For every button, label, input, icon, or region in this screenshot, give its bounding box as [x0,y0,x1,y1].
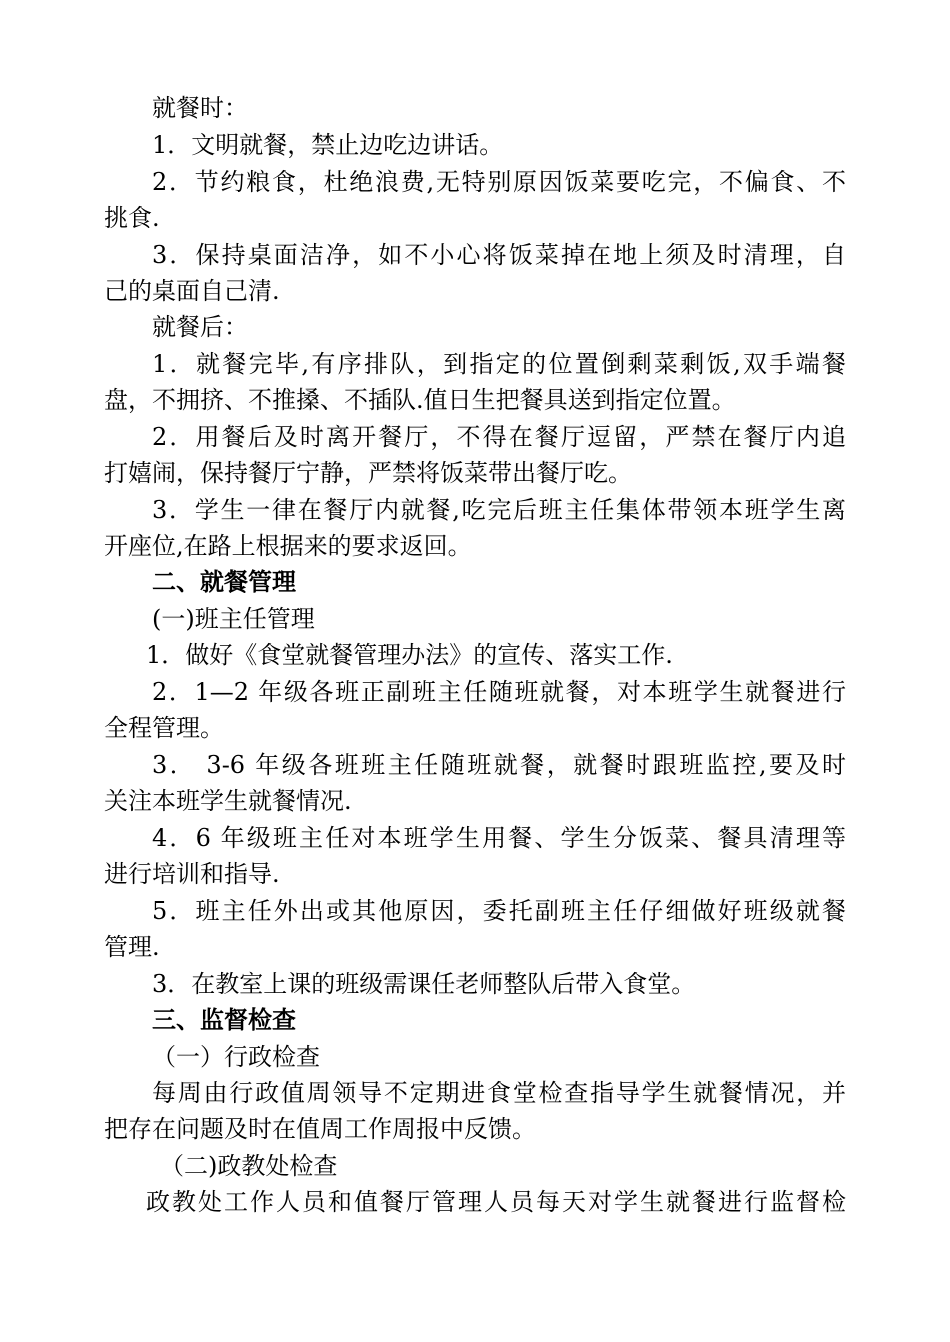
paragraph-line: 3．保持桌面洁净，如不小心将饭菜掉在地上须及时清理，自 [152,241,846,269]
paragraph-line: 管理. [104,933,160,961]
paragraph-line: 1．做好《食堂就餐管理办法》的宣传、落实工作. [146,641,673,669]
paragraph-line: 2．用餐后及时离开餐厅，不得在餐厅逗留，严禁在餐厅内追 [152,423,846,451]
paragraph-line: 政教处工作人员和值餐厅管理人员每天对学生就餐进行监督检 [146,1188,846,1216]
section-heading: 二、就餐管理 [152,568,296,596]
paragraph-line: 开座位,在路上根据来的要求返回。 [104,532,472,560]
paragraph-line: 3．在教室上课的班级需课任老师整队后带入食堂。 [152,970,696,998]
subsection-heading: （二)政教处检查 [160,1152,338,1180]
paragraph-line: 每周由行政值周领导不定期进食堂检查指导学生就餐情况，并 [152,1079,846,1107]
paragraph-line: 2．1—2 年级各班正副班主任随班就餐，对本班学生就餐进行 [152,678,846,706]
paragraph-line: 己的桌面自己清. [104,277,280,305]
paragraph-line: 1．就餐完毕,有序排队，到指定的位置倒剩菜剩饭,双手端餐 [152,350,846,378]
paragraph-line: 3． 3-6 年级各班班主任随班就餐，就餐时跟班监控,要及时 [152,751,846,779]
paragraph-line: 4．6 年级班主任对本班学生用餐、学生分饭菜、餐具清理等 [152,824,846,852]
paragraph-line: 进行培训和指导. [104,860,280,888]
paragraph-line: 3．学生一律在餐厅内就餐,吃完后班主任集体带领本班学生离 [152,496,846,524]
subsection-heading: （一）行政检查 [152,1043,320,1071]
paragraph-line: 盘，不拥挤、不推搡、不插队.值日生把餐具送到指定位置。 [104,386,736,414]
paragraph-line: 1．文明就餐，禁止边吃边讲话。 [152,131,504,159]
heading-during-meal: 就餐时： [152,94,248,122]
paragraph-line: 2．节约粮食，杜绝浪费,无特别原因饭菜要吃完，不偏食、不 [152,168,846,196]
paragraph-line: 挑食. [104,204,160,232]
paragraph-line: 把存在问题及时在值周工作周报中反馈。 [104,1115,536,1143]
paragraph-line: 关注本班学生就餐情况. [104,787,352,815]
paragraph-line: 打嬉闹，保持餐厅宁静，严禁将饭菜带出餐厅吃。 [104,459,632,487]
subsection-heading: (一)班主任管理 [152,605,315,633]
heading-after-meal: 就餐后： [152,313,248,341]
paragraph-line: 全程管理。 [104,714,224,742]
paragraph-line: 5．班主任外出或其他原因，委托副班主任仔细做好班级就餐 [152,897,846,925]
section-heading: 三、监督检查 [152,1006,296,1034]
